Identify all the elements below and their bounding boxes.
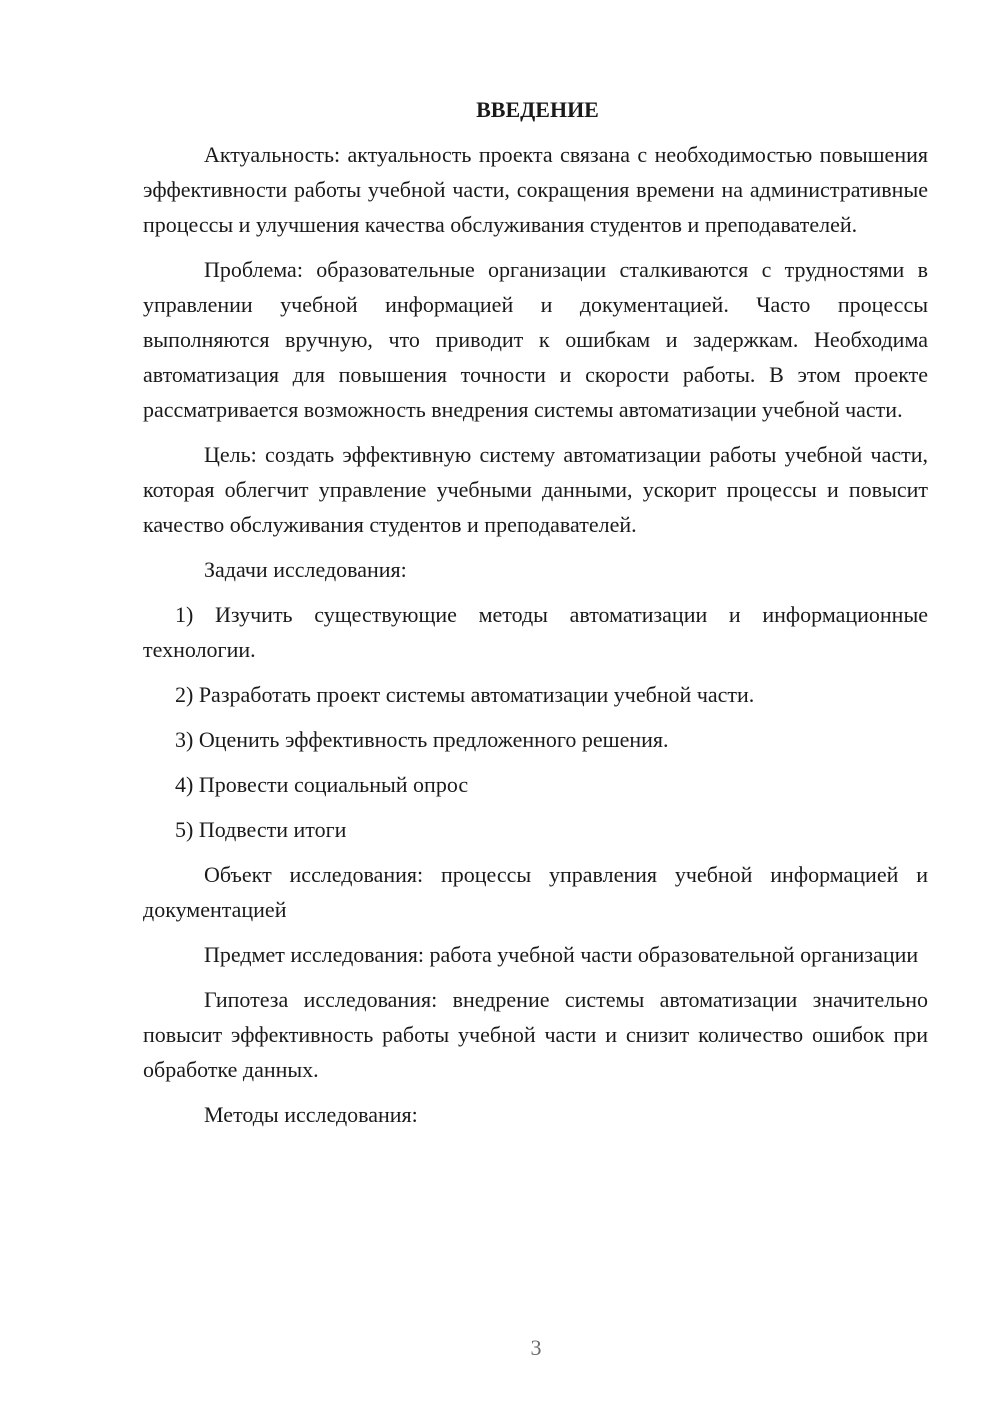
paragraph-hypothesis: Гипотеза исследования: внедрение системы автоматизации значительно повысит эффективность работы учебной части и снизит количество ошибок при обработке данных.	[143, 987, 928, 1082]
paragraph-goal: Цель: создать эффективную систему автоматизации работы учебной части, которая облегчит управление учебными данными, ускорит процессы и повысит качество обслуживания студентов и преподавателей.	[143, 442, 928, 537]
paragraph-problem: Проблема: образовательные организации сталкиваются с трудностями в управлении учебной информацией и документацией. Часто процессы выполняются вручную, что приводит к ошибкам и задержкам. Необходима автоматизация для повышения точности и скорости работы. В этом проекте рассматривается возможность внедрения системы автоматизации учебной части.	[143, 257, 928, 422]
list-item: 5) Подвести итоги	[175, 817, 347, 842]
paragraph-relevance: Актуальность: актуальность проекта связана с необходимостью повышения эффективности работы учебной части, сокращения времени на административные процессы и улучшения качества обслуживания студентов и преподавателей.	[143, 142, 928, 237]
page-number: 3	[530, 1335, 542, 1360]
tasks-heading: Задачи исследования:	[204, 557, 407, 582]
list-item: 4) Провести социальный опрос	[175, 772, 469, 797]
list-item: 3) Оценить эффективность предложенного решения.	[175, 727, 669, 752]
page-title: ВВЕДЕНИЕ	[476, 97, 599, 122]
paragraph-subject: Предмет исследования: работа учебной части образовательной организации	[204, 942, 919, 967]
document-page	[143, 95, 928, 1142]
methods-heading: Методы исследования:	[204, 1102, 418, 1127]
paragraph-object: Объект исследования: процессы управления учебной информацией и документацией	[143, 862, 928, 922]
list-item: 2) Разработать проект системы автоматизации учебной части.	[175, 682, 755, 707]
list-item: 1) Изучить существующие методы автоматизации и информационные технологии.	[143, 602, 928, 662]
tasks-list	[143, 597, 928, 847]
